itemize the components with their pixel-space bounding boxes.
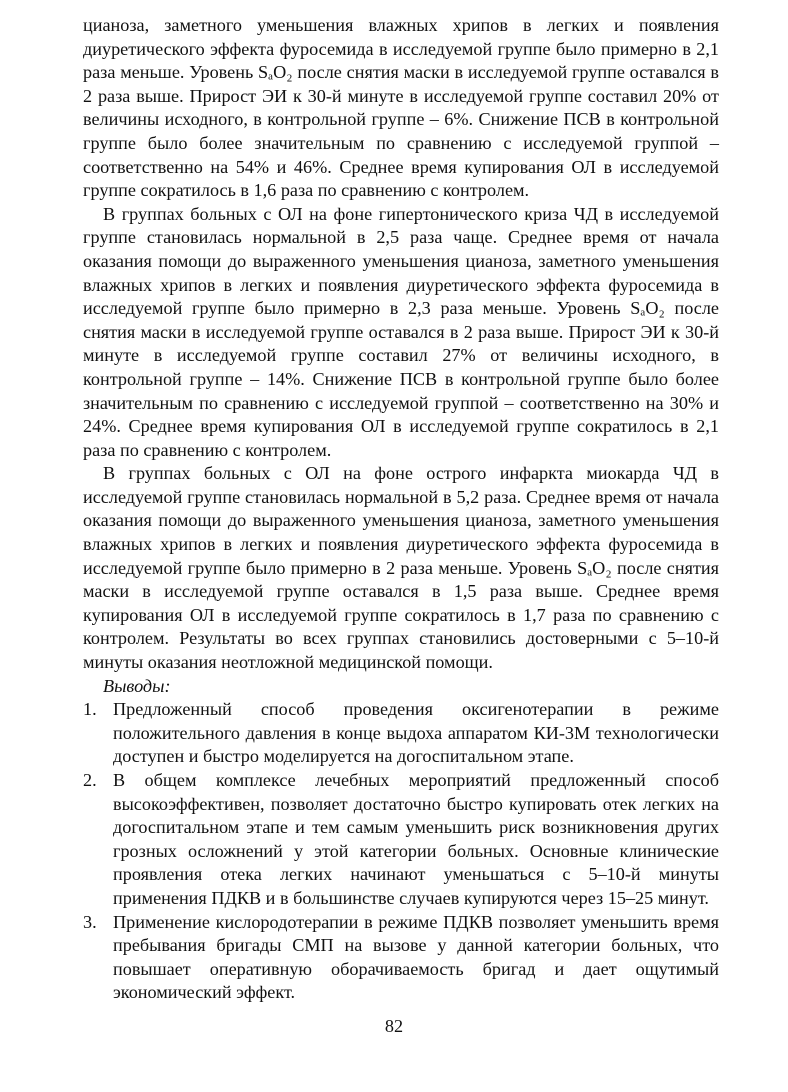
conclusion-number: 2. [83, 770, 97, 790]
body-text [83, 14, 719, 1005]
conclusion-item [83, 698, 719, 769]
conclusion-text: В общем комплексе лечебных мероприятий предложенный способ высокоэффективен, позволяет достаточно быстро купировать отек легких на догоспитальном этапе и тем самым уменьшить риск возникновения других грозных осложнений у этой категории больных. Основные клинические проявления отека легких начинают уменьшаться с 5–10-й минуты применения ПДКВ и в большинстве случаев купируются через 15–25 минут. [113, 770, 719, 908]
page-number: 82 [384, 1016, 404, 1036]
paragraph-hypertensive-crisis: В группах больных с ОЛ на фоне гипертонического криза ЧД в исследуемой группе становилась нормальной в 2,5 раза чаще. Среднее время от начала оказания помощи до выраженного уменьшения цианоза, заметного уменьшения влажных хрипов в легких и появления диуретического эффекта фуросемида в исследуемой группе было примерно в 2,3 раза меньше. Уровень SₐO₂ после снятия маски в исследуемой группе оставался в 2 раза выше. Прирост ЭИ к 30-й минуте в исследуемой группе составил 27% от величины исходного, в контрольной группе – 14%. Снижение ПСВ в контрольной группе было более значительным по сравнению с исследуемой группой – соответственно на 30% и 24%. Среднее время купирования ОЛ в исследуемой группе сократилось в 2,1 раза по сравнению с контролем. [83, 203, 719, 460]
conclusion-number: 3. [83, 911, 97, 932]
paragraph-continuation: цианоза, заметного уменьшения влажных хрипов в легких и появления диуретического эффекта фуросемида в исследуемой группе было примерно в 2,1 раза меньше. Уровень SₐO₂ после снятия маски в исследуемой группе оставался в 2 раза выше. Прирост ЭИ к 30-й минуте в исследуемой группе составил 20% от величины исходного, в контрольной группе – 6%. Снижение ПСВ в контрольной группе было более значительным по сравнению с исследуемой группой – соответственно на 54% и 46%. Среднее время купирования ОЛ в исследуемой группе сократилось в 1,6 раза по сравнению с контролем. [83, 15, 719, 201]
conclusions-list [83, 698, 719, 1005]
conclusion-item [83, 911, 719, 1005]
paragraph-myocardial-infarction: В группах больных с ОЛ на фоне острого инфаркта миокарда ЧД в исследуемой группе становилась нормальной в 5,2 раза. Среднее время от начала оказания помощи до выраженного уменьшения цианоза, заметного уменьшения влажных хрипов в легких и появления диуретического эффекта фуросемида в исследуемой группе было примерно в 2 раза меньше. Уровень SₐO₂ после снятия маски в исследуемой группе оставался в 1,5 раза выше. Среднее время купирования ОЛ в исследуемой группе сократилось в 1,7 раза по сравнению с контролем. Результаты во всех группах становились достоверными с 5–10-й минуты оказания неотложной медицинской помощи. [83, 463, 719, 673]
conclusion-item [83, 769, 719, 911]
conclusions-heading: Выводы: [103, 675, 171, 696]
conclusion-text: Предложенный способ проведения оксигенотерапии в режиме положительного давления в конце выдоха аппаратом КИ-3М технологически доступен и быстро моделируется на догоспитальном этапе. [113, 699, 719, 767]
conclusion-text: Применение кислородотерапии в режиме ПДКВ позволяет уменьшить время пребывания бригады СМП на вызове у данной категории больных, что повышает оперативную оборачиваемость бригад и дает ощутимый экономический эффект. [113, 911, 719, 1003]
conclusion-number: 1. [83, 699, 97, 720]
